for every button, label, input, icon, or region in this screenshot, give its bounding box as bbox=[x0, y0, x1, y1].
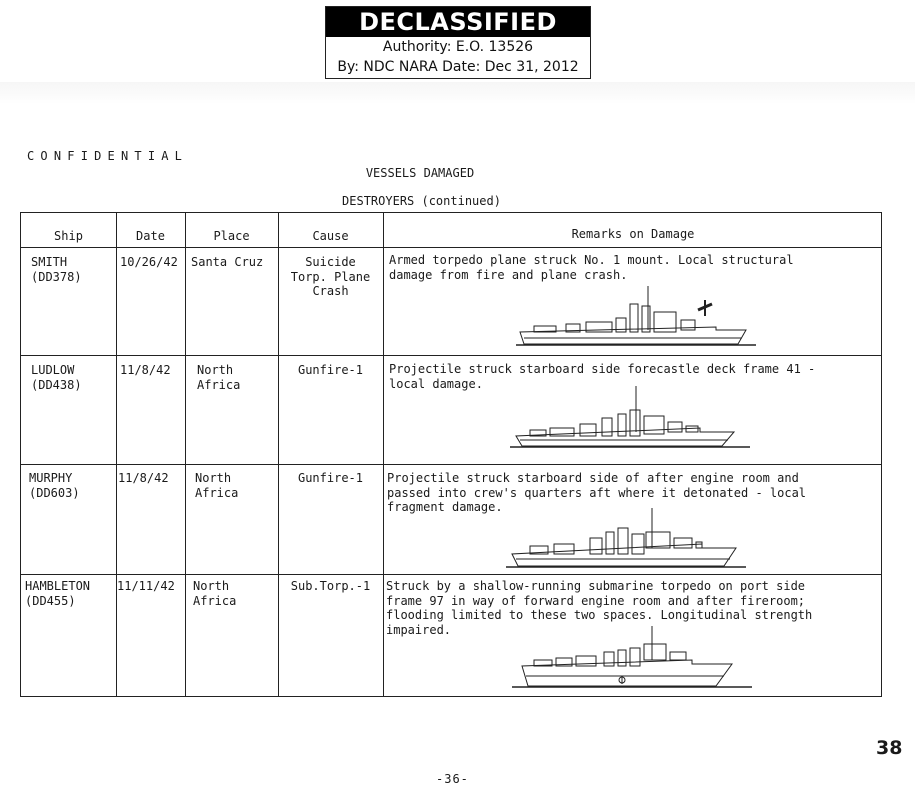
header-cause: Cause bbox=[312, 229, 349, 243]
row-3-date: 11/8/42 bbox=[118, 471, 169, 485]
ship-silhouette-smith bbox=[516, 282, 756, 352]
row-3-cause: Gunfire-1 bbox=[297, 471, 364, 485]
row-3-remarks: Projectile struck starboard side of after engine room and passed into crew's quarters aft where it detonated - local fragment damage. bbox=[387, 471, 807, 514]
row-divider bbox=[21, 464, 881, 465]
folio: -36- bbox=[436, 772, 469, 786]
row-4-place: North Africa bbox=[193, 579, 237, 608]
stamp-authority: Authority: E.O. 13526 bbox=[382, 39, 534, 55]
row-1-place: Santa Cruz bbox=[191, 255, 264, 269]
column-divider bbox=[383, 213, 384, 696]
row-4-date: 11/11/42 bbox=[117, 579, 175, 593]
row-2-cause: Gunfire-1 bbox=[297, 363, 364, 377]
document-subheading: DESTROYERS (continued) bbox=[342, 194, 501, 208]
row-1-remarks: Armed torpedo plane struck No. 1 mount. Local structural damage from fire and plane crash. bbox=[389, 253, 794, 282]
header-place: Place bbox=[213, 229, 250, 243]
document-heading: VESSELS DAMAGED bbox=[365, 166, 475, 180]
column-divider bbox=[116, 213, 117, 696]
row-4-remarks: Struck by a shallow-running submarine torpedo on port side frame 97 in way of forward engine room and after fireroom; flooding limited to these two spaces. Longitudinal strength impaired. bbox=[386, 579, 813, 637]
header-date: Date bbox=[136, 229, 165, 243]
header-ship: Ship bbox=[54, 229, 83, 243]
declassified-stamp bbox=[325, 6, 591, 79]
row-3-ship: MURPHY (DD603) bbox=[29, 471, 80, 500]
column-divider bbox=[185, 213, 186, 696]
row-divider bbox=[21, 355, 881, 356]
row-2-date: 11/8/42 bbox=[120, 363, 171, 377]
stamp-title: DECLASSIFIED bbox=[326, 7, 590, 37]
ship-silhouette-hambleton bbox=[512, 624, 752, 694]
ship-silhouette-ludlow bbox=[510, 384, 750, 454]
row-3-place: North Africa bbox=[195, 471, 239, 500]
header-divider bbox=[21, 247, 881, 248]
row-2-ship: LUDLOW (DD438) bbox=[31, 363, 82, 392]
classification-marking: CONFIDENTIAL bbox=[27, 149, 189, 163]
scan-shading bbox=[0, 82, 915, 104]
header-remarks: Remarks on Damage bbox=[571, 227, 695, 241]
row-1-date: 10/26/42 bbox=[120, 255, 178, 269]
row-4-cause: Sub.Torp.-1 bbox=[290, 579, 371, 593]
row-4-ship: HAMBLETON (DD455) bbox=[25, 579, 91, 608]
row-2-remarks: Projectile struck starboard side forecastle deck frame 41 - local damage. bbox=[389, 362, 816, 391]
stamp-by-line: By: NDC NARA Date: Dec 31, 2012 bbox=[337, 59, 579, 75]
row-1-ship: SMITH (DD378) bbox=[31, 255, 82, 284]
row-divider bbox=[21, 574, 881, 575]
row-1-cause: Suicide Torp. Plane Crash bbox=[290, 255, 371, 298]
page-number: 38 bbox=[876, 737, 903, 759]
row-2-place: North Africa bbox=[197, 363, 241, 392]
ship-silhouette-murphy bbox=[506, 504, 746, 574]
